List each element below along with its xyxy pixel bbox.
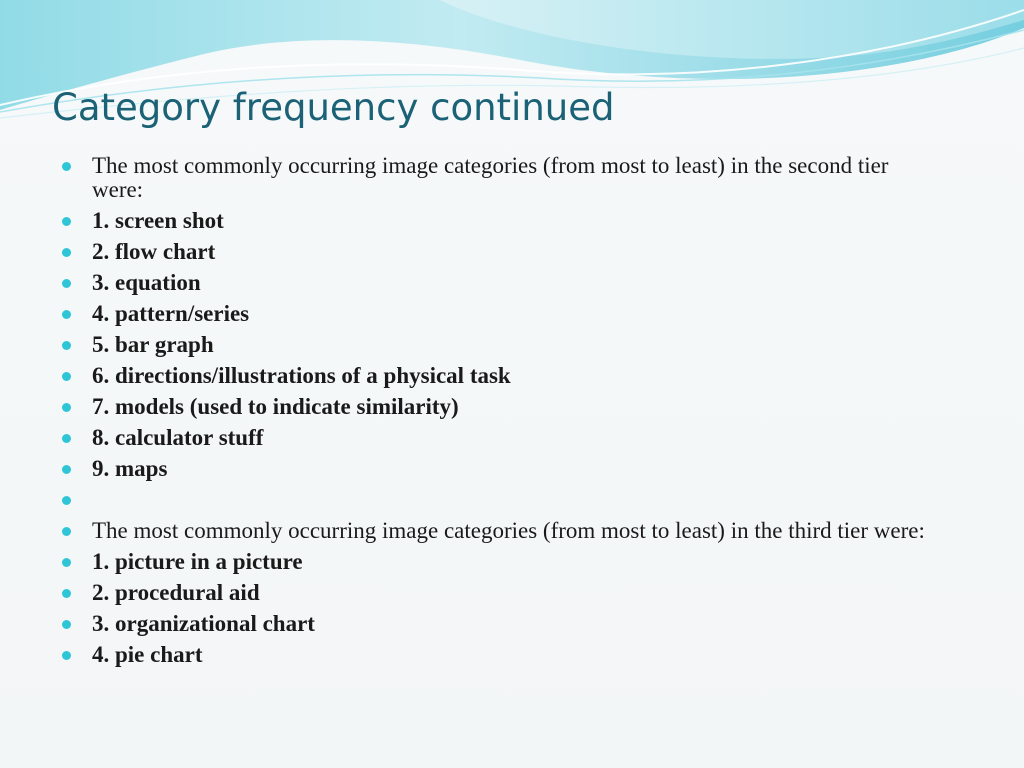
list-item-text: The most commonly occurring image categories (from most to least) in the third tier were:: [92, 518, 925, 543]
bullet-icon: [62, 527, 71, 536]
list-item-text: 8. calculator stuff: [92, 425, 264, 450]
list-item: [62, 364, 942, 388]
list-item-text: 3. organizational chart: [92, 611, 315, 636]
list-item-text: 4. pattern/series: [92, 301, 250, 326]
list-item-text: 1. screen shot: [92, 208, 224, 233]
list-item: [62, 519, 942, 543]
bullet-icon: [62, 372, 71, 381]
list-item: [62, 209, 942, 233]
bullet-icon: [62, 162, 71, 171]
list-item-text: The most commonly occurring image categories (from most to least) in the second tier were:: [92, 153, 889, 202]
bullet-icon: [62, 403, 71, 412]
list-item: [62, 395, 942, 419]
slide-title: Category frequency continued: [52, 86, 615, 129]
bullet-icon: [62, 341, 71, 350]
bullet-list: [62, 154, 942, 674]
bullet-icon: [62, 651, 71, 660]
list-item-text: 5. bar graph: [92, 332, 214, 357]
list-item: [62, 643, 942, 667]
list-item-text: 1. picture in a picture: [92, 549, 303, 574]
list-item-text: 6. directions/illustrations of a physical task: [92, 363, 511, 388]
bullet-icon: [62, 434, 71, 443]
list-item-text: 4. pie chart: [92, 642, 203, 667]
list-item-text: 9. maps: [92, 456, 168, 481]
list-item-text: 7. models (used to indicate similarity): [92, 394, 459, 419]
list-item: [62, 302, 942, 326]
list-item: [62, 240, 942, 264]
list-item-text: 2. procedural aid: [92, 580, 260, 605]
list-item-text: 2. flow chart: [92, 239, 216, 264]
bullet-icon: [62, 589, 71, 598]
bullet-icon: [62, 465, 71, 474]
bullet-icon: [62, 279, 71, 288]
list-item: [62, 333, 942, 357]
list-item-text: 3. equation: [92, 270, 201, 295]
bullet-icon: [62, 310, 71, 319]
bullet-icon: [62, 496, 71, 505]
list-item: [62, 488, 942, 512]
list-item: [62, 581, 942, 605]
list-item: [62, 154, 942, 202]
list-item: [62, 426, 942, 450]
bullet-icon: [62, 558, 71, 567]
list-item: [62, 271, 942, 295]
bullet-icon: [62, 248, 71, 257]
list-item: [62, 612, 942, 636]
bullet-icon: [62, 217, 71, 226]
bullet-icon: [62, 620, 71, 629]
list-item: [62, 457, 942, 481]
list-item: [62, 550, 942, 574]
